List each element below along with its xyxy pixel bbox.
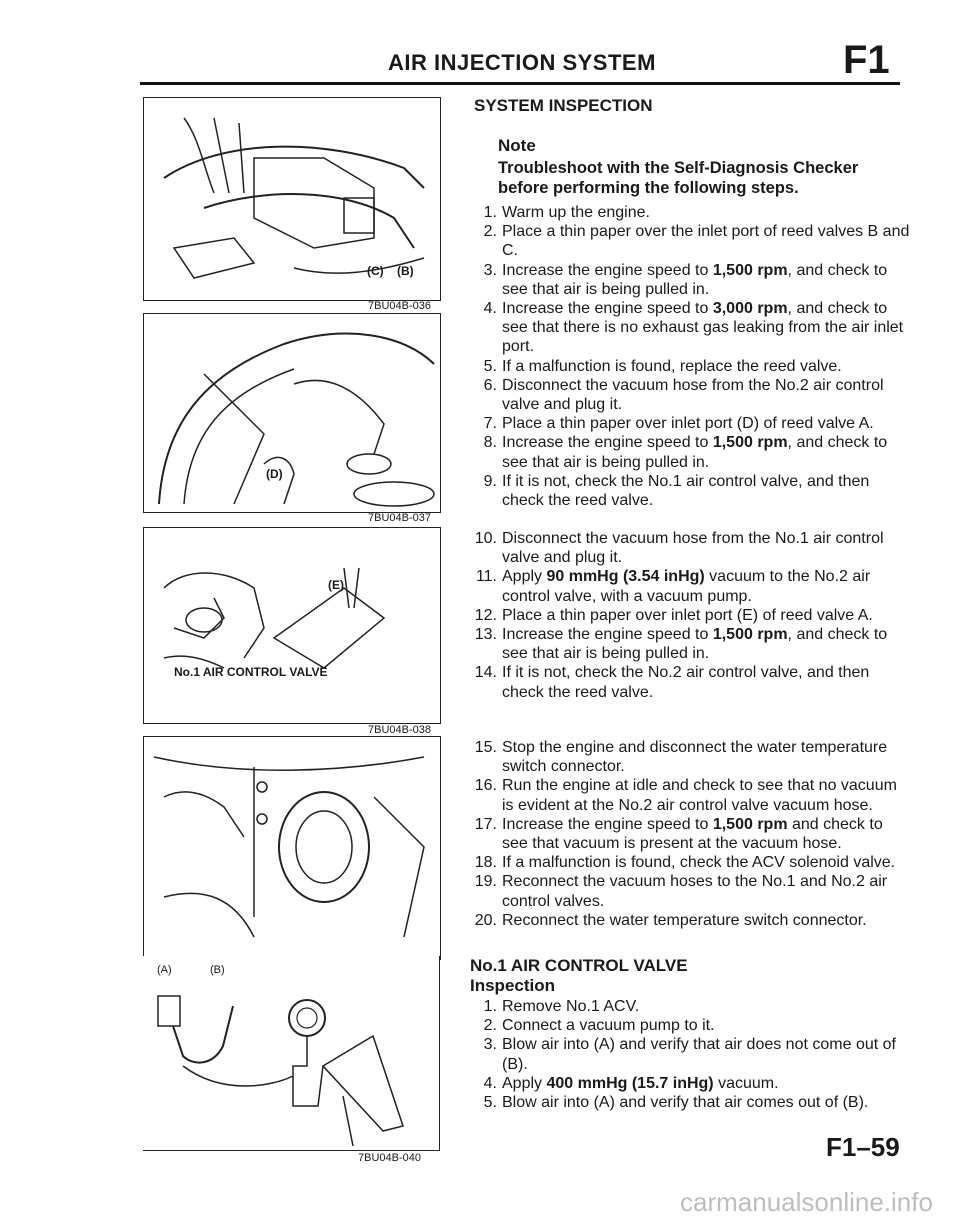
step-number: 7. <box>483 415 497 433</box>
figure-vacuum-hose <box>143 736 441 960</box>
step-item <box>470 625 910 663</box>
figure-label: (C) <box>367 264 384 278</box>
step-text: Warm up the engine. <box>502 204 650 221</box>
steps-acv <box>470 997 910 1112</box>
figure-label: (D) <box>266 467 283 481</box>
step-number: 5. <box>483 357 497 375</box>
step-number: 3. <box>483 1036 497 1054</box>
step-spec-value: 1,500 rpm <box>712 626 788 644</box>
step-item <box>470 872 910 910</box>
step-number: 13. <box>474 626 497 644</box>
step-text: Increase the engine speed to 1,500 rpm, and check to see that air is being pulled in. <box>502 261 888 298</box>
figure-label: No.1 AIR CONTROL VALVE <box>174 665 328 679</box>
step-number: 4. <box>483 300 497 318</box>
step-item <box>470 997 910 1016</box>
step-item <box>470 376 910 414</box>
step-item <box>470 357 910 376</box>
step-spec-value: 90 mmHg (3.54 inHg) <box>546 568 705 586</box>
illustration-no2-acv-vacuum-hose <box>144 737 440 959</box>
step-item <box>470 222 910 260</box>
step-item <box>470 738 910 776</box>
step-number: 15. <box>474 739 497 756</box>
step-number: 2. <box>483 223 497 241</box>
section-heading: SYSTEM INSPECTION <box>474 96 653 115</box>
figure-code: 7BU04B-040 <box>358 1152 421 1164</box>
step-text: Increase the engine speed to 1,500 rpm and check to see that vacuum is present at the vacuum hose. <box>502 815 883 853</box>
figure-vacuum-pump <box>143 956 440 1151</box>
step-item <box>470 299 910 357</box>
figure-code: 7BU04B-036 <box>368 300 431 312</box>
step-text: If it is not, check the No.1 air control valve, and then check the reed valve. <box>502 472 870 510</box>
acv-heading: No.1 AIR CONTROL VALVE <box>470 956 688 975</box>
step-text: Stop the engine and disconnect the water temperature switch connector. <box>502 739 888 776</box>
step-item <box>470 911 910 930</box>
step-spec-value: 3,000 rpm <box>712 300 788 318</box>
step-text: Increase the engine speed to 3,000 rpm, and check to see that there is no exhaust gas leaking from the air inlet port. <box>502 300 904 356</box>
step-item <box>470 567 910 605</box>
step-text: Reconnect the vacuum hoses to the No.1 and No.2 air control valves. <box>502 873 888 910</box>
step-text: Place a thin paper over inlet port (D) of reed valve A. <box>502 415 874 433</box>
figure-label: (B) <box>397 264 414 278</box>
step-text: Blow air into (A) and verify that air does not come out of (B). <box>502 1036 896 1073</box>
steps-group-2 <box>470 529 910 702</box>
step-number: 11. <box>475 568 497 586</box>
step-number: 17. <box>474 815 497 833</box>
step-text: Increase the engine speed to 1,500 rpm, and check to see that air is being pulled in. <box>502 434 888 471</box>
note-heading: Note <box>498 136 536 155</box>
illustration-paper-over-port-d <box>144 314 440 512</box>
step-item <box>470 853 910 872</box>
figure-label: (E) <box>328 578 344 592</box>
step-item <box>470 261 910 299</box>
step-item <box>470 1035 910 1073</box>
step-number: 3. <box>483 261 497 279</box>
step-number: 2. <box>483 1017 497 1035</box>
step-item <box>470 414 910 433</box>
step-text: Apply 400 mmHg (15.7 inHg) vacuum. <box>502 1074 779 1092</box>
step-item <box>470 203 910 222</box>
step-number: 12. <box>474 606 497 624</box>
step-number: 6. <box>483 376 497 394</box>
step-text: Remove No.1 ACV. <box>502 998 640 1015</box>
step-text: Apply 90 mmHg (3.54 inHg) vacuum to the No.2 air control valve, with a vacuum pump. <box>502 568 871 605</box>
page-number: F1–59 <box>826 1132 900 1162</box>
step-spec-value: 1,500 rpm <box>712 261 788 279</box>
step-number: 20. <box>474 911 497 929</box>
figure-code: 7BU04B-038 <box>368 724 431 736</box>
step-text: Place a thin paper over inlet port (E) of reed valve A. <box>502 606 873 624</box>
figure-reed-valve-e <box>143 527 441 724</box>
step-spec-value: 400 mmHg (15.7 inHg) <box>546 1074 714 1092</box>
illustration-acv-with-vacuum-pump <box>143 956 439 1150</box>
step-number: 10. <box>474 530 497 547</box>
step-item <box>470 1016 910 1035</box>
step-number: 9. <box>483 472 497 490</box>
step-number: 4. <box>483 1074 497 1092</box>
step-number: 1. <box>483 998 497 1015</box>
step-item <box>470 1074 910 1093</box>
page-title: AIR INJECTION SYSTEM <box>388 50 656 75</box>
figure-code: 7BU04B-037 <box>368 512 431 524</box>
acv-subheading: Inspection <box>470 976 556 995</box>
step-text: If a malfunction is found, replace the reed valve. <box>502 357 842 375</box>
step-number: 1. <box>483 204 497 221</box>
watermark: carmanualsonline.info <box>680 1187 933 1217</box>
steps-group-1 <box>470 203 910 510</box>
step-item <box>470 776 910 814</box>
step-spec-value: 1,500 rpm <box>712 815 788 833</box>
step-item <box>470 433 910 471</box>
figure-reed-valves-bc <box>143 97 441 301</box>
step-text: If a malfunction is found, check the ACV solenoid valve. <box>502 854 896 872</box>
step-item <box>470 472 910 510</box>
step-item <box>470 815 910 853</box>
step-text: Run the engine at idle and check to see that no vacuum is evident at the No.2 air control valve vacuum hose. <box>502 777 897 814</box>
step-number: 18. <box>474 854 497 872</box>
step-text: Disconnect the vacuum hose from the No.1 air control valve and plug it. <box>502 530 884 567</box>
step-item <box>470 663 910 701</box>
step-text: Place a thin paper over the inlet port of reed valves B and C. <box>502 223 910 260</box>
step-item <box>470 606 910 625</box>
step-text: Connect a vacuum pump to it. <box>502 1017 715 1035</box>
step-number: 5. <box>483 1094 497 1112</box>
illustration-air-control-valve-1 <box>144 528 440 723</box>
note-text: Troubleshoot with the Self-Diagnosis Checker before performing the following steps. <box>498 159 859 197</box>
step-number: 8. <box>483 434 497 452</box>
step-text: Reconnect the water temperature switch connector. <box>502 911 867 929</box>
step-item <box>470 1093 910 1112</box>
step-text: Blow air into (A) and verify that air comes out of (B). <box>502 1094 869 1112</box>
figure-label: (B) <box>210 964 225 976</box>
step-number: 16. <box>474 777 497 795</box>
step-text: Disconnect the vacuum hose from the No.2 air control valve and plug it. <box>502 376 884 414</box>
header-divider <box>140 82 900 85</box>
step-number: 19. <box>474 873 497 891</box>
step-text: Increase the engine speed to 1,500 rpm, and check to see that air is being pulled in. <box>502 626 888 663</box>
step-spec-value: 1,500 rpm <box>712 434 788 452</box>
steps-group-3 <box>470 738 910 930</box>
figure-label: (A) <box>157 964 172 976</box>
illustration-paper-over-reed-valves <box>144 98 440 300</box>
step-item <box>470 529 910 567</box>
step-text: If it is not, check the No.2 air control valve, and then check the reed valve. <box>502 664 870 701</box>
section-code: F1 <box>843 38 890 82</box>
figure-reed-valve-d <box>143 313 441 513</box>
step-number: 14. <box>474 664 497 682</box>
